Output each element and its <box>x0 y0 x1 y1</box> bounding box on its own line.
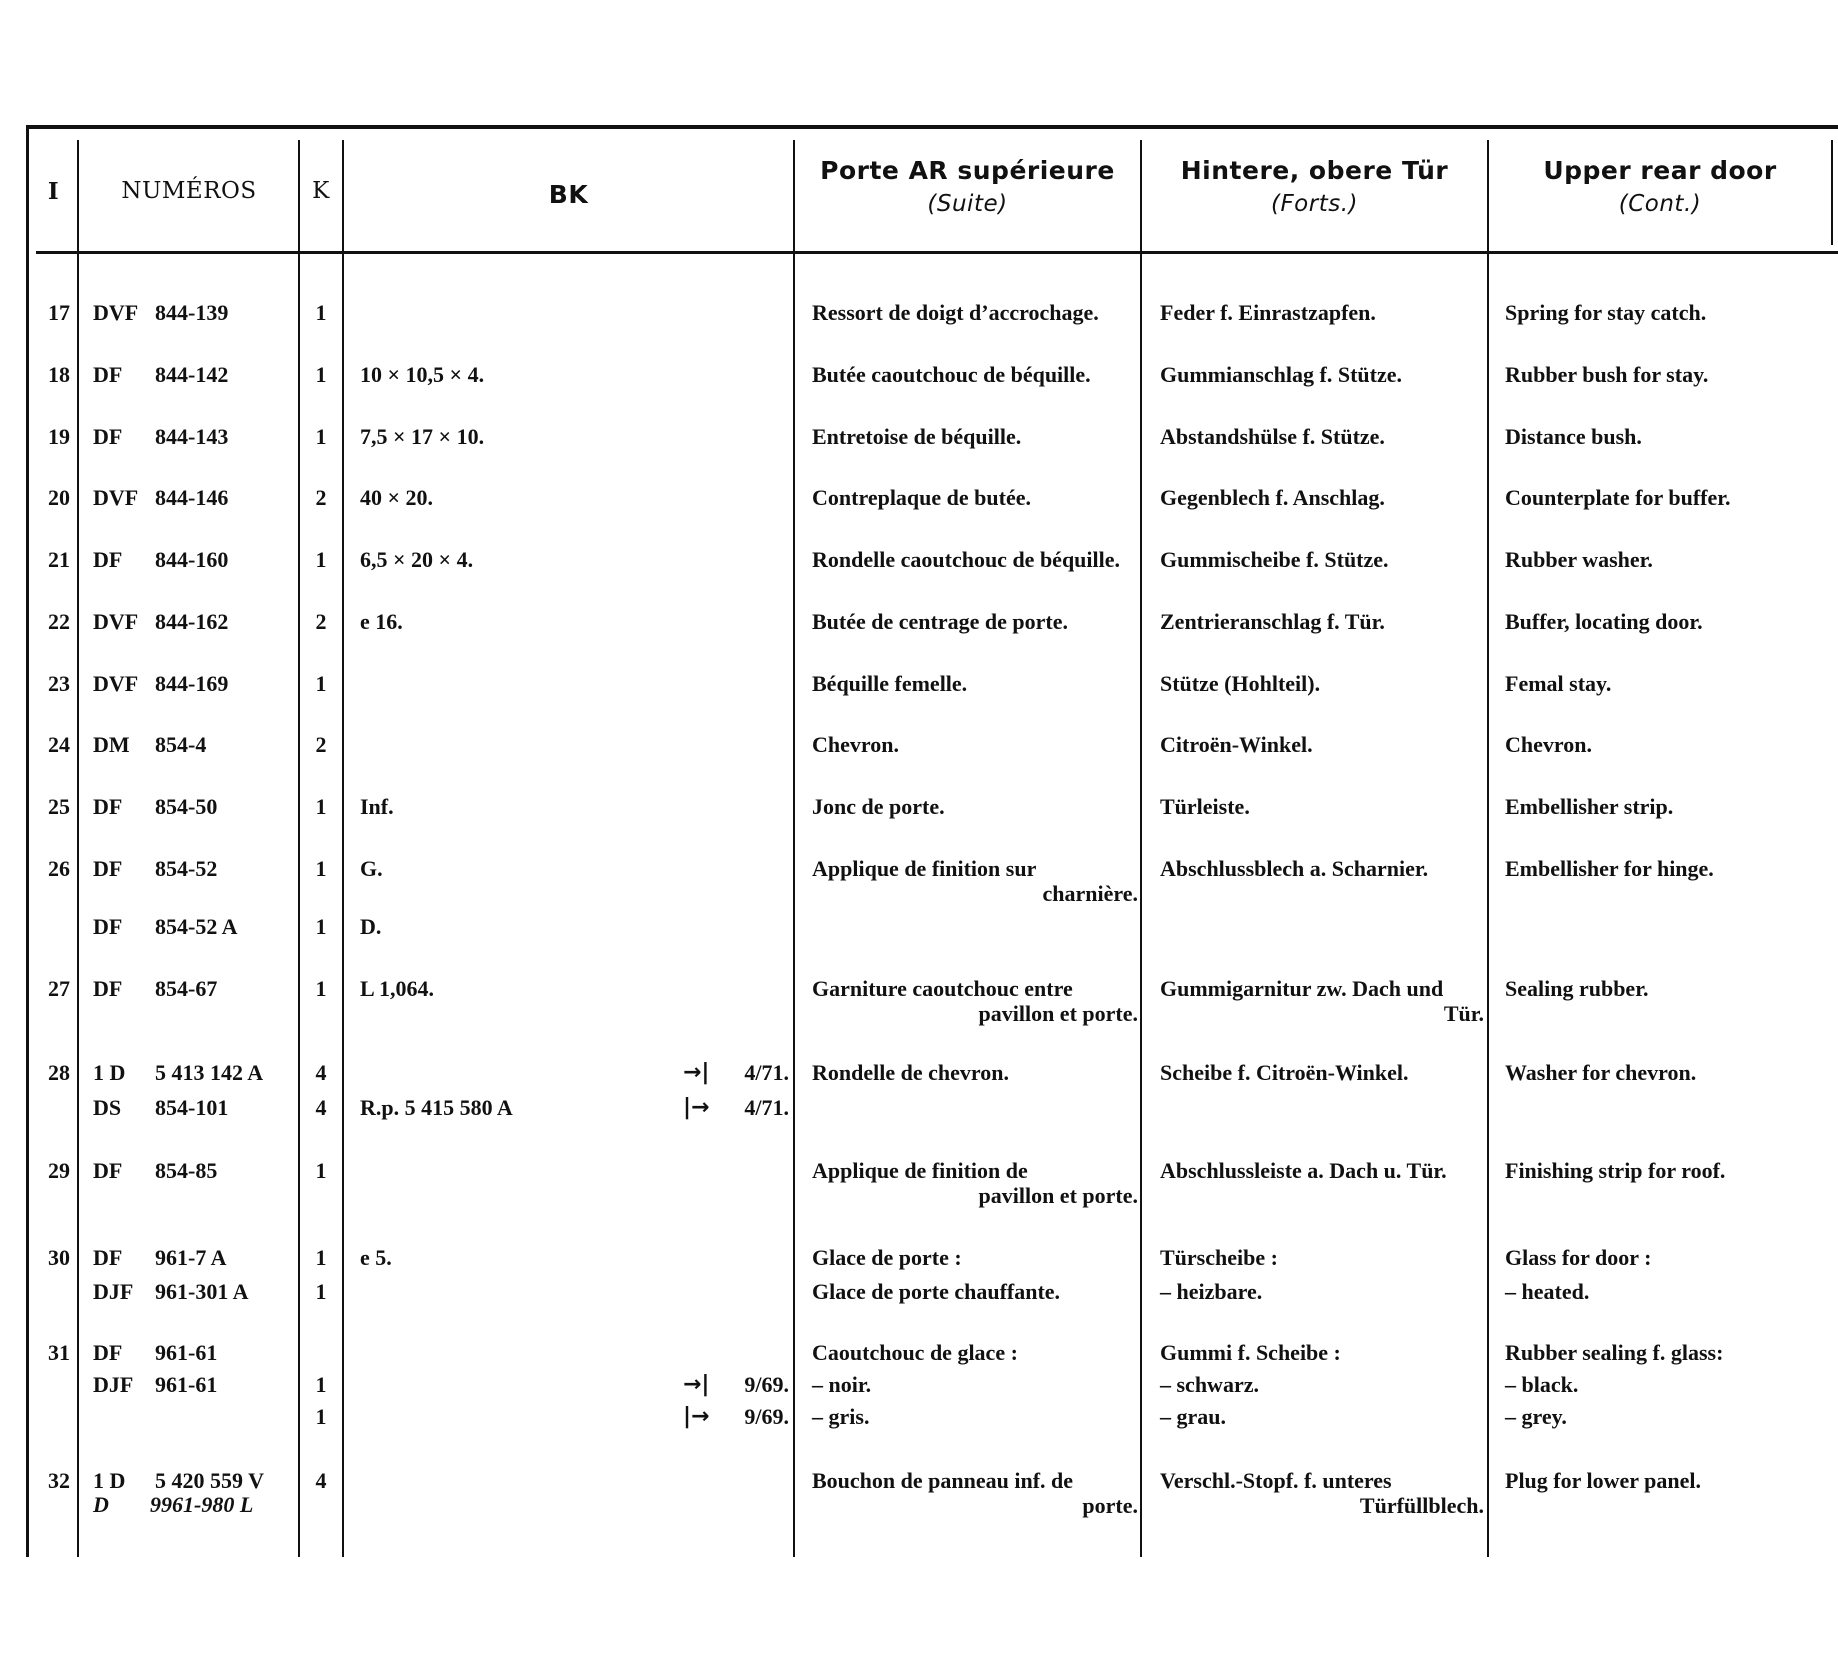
item-number: 27 <box>48 976 70 1001</box>
quantity: 1 <box>315 424 327 449</box>
description-fr: Rondelle de chevron. <box>812 1060 1009 1085</box>
description-fr-cont: pavillon et porte. <box>978 1183 1138 1208</box>
bk-remark: 7,5 × 17 × 10. <box>360 424 485 449</box>
item-number: 29 <box>48 1158 70 1183</box>
part-prefix: DF <box>93 424 123 449</box>
description-de: Abstandshülse f. Stütze. <box>1160 424 1385 449</box>
description-de: – schwarz. <box>1160 1372 1259 1397</box>
item-number: 17 <box>48 300 70 325</box>
description-en: Buffer, locating door. <box>1505 609 1703 634</box>
quantity: 1 <box>315 1279 327 1304</box>
part-prefix: DF <box>93 914 123 939</box>
description-de: Gegenblech f. Anschlag. <box>1160 485 1385 510</box>
col-sep-k <box>342 140 344 1557</box>
quantity: 1 <box>315 671 327 696</box>
part-number: 961-7 A <box>155 1245 227 1270</box>
bk-remark: Inf. <box>360 794 394 819</box>
part-number: 844-143 <box>155 424 229 449</box>
description-en: Rubber sealing f. glass: <box>1505 1340 1724 1365</box>
description-de: Abschlussblech a. Scharnier. <box>1160 856 1429 881</box>
description-de-cont: Tür. <box>1443 1001 1484 1026</box>
part-prefix: DS <box>93 1095 122 1120</box>
description-de: Gummischeibe f. Stütze. <box>1160 547 1389 572</box>
description-fr: – noir. <box>812 1372 872 1397</box>
description-fr-cont: charnière. <box>1042 881 1138 906</box>
validity-date: 9/69. <box>744 1372 789 1397</box>
description-fr: Bouchon de panneau inf. de <box>812 1468 1074 1493</box>
bk-remark: R.p. 5 415 580 A <box>360 1095 513 1120</box>
validity-date: 4/71. <box>744 1060 789 1085</box>
validity-date: 9/69. <box>744 1404 789 1429</box>
header-numeros: NUMÉROS <box>121 178 257 204</box>
col-sep-numeros <box>298 140 300 1557</box>
item-number: 31 <box>48 1340 70 1365</box>
description-fr: Applique de finition sur <box>812 856 1037 881</box>
description-fr: – gris. <box>812 1404 870 1429</box>
description-fr: Jonc de porte. <box>812 794 945 819</box>
description-de: Gummianschlag f. Stütze. <box>1160 362 1402 387</box>
part-number: 5 413 142 A <box>155 1060 264 1085</box>
quantity: 1 <box>315 362 327 387</box>
description-en: Embellisher strip. <box>1505 794 1674 819</box>
item-number: 26 <box>48 856 70 881</box>
description-de: Abschlussleiste a. Dach u. Tür. <box>1160 1158 1447 1183</box>
col-sep-i <box>77 140 79 1557</box>
header-i: I <box>47 178 60 205</box>
quantity: 1 <box>315 914 327 939</box>
description-en: Spring for stay catch. <box>1505 300 1707 325</box>
description-en: Distance bush. <box>1505 424 1642 449</box>
from-arrow-icon: |→ <box>683 1404 710 1429</box>
description-en: Counterplate for buffer. <box>1505 485 1731 510</box>
part-number: 854-67 <box>155 976 218 1001</box>
quantity: 4 <box>315 1468 327 1493</box>
part-number: 844-169 <box>155 671 229 696</box>
until-arrow-icon: →| <box>683 1372 710 1397</box>
part-number: 844-160 <box>155 547 229 572</box>
bk-remark: 40 × 20. <box>360 485 434 510</box>
item-number: 23 <box>48 671 70 696</box>
part-prefix: 1 D <box>93 1468 126 1493</box>
validity-date: 4/71. <box>744 1095 789 1120</box>
description-en: – black. <box>1505 1372 1579 1397</box>
col-sep-bk <box>793 140 795 1557</box>
bk-remark: D. <box>360 914 382 939</box>
description-fr: Garniture caoutchouc entre <box>812 976 1073 1001</box>
part-prefix: 1 D <box>93 1060 126 1085</box>
quantity: 1 <box>315 856 327 881</box>
description-de: Stütze (Hohlteil). <box>1160 671 1321 696</box>
item-number: 32 <box>48 1468 70 1493</box>
description-fr: Entretoise de béquille. <box>812 424 1022 449</box>
part-prefix: DF <box>93 976 123 1001</box>
part-number: 5 420 559 V <box>155 1468 264 1493</box>
quantity: 1 <box>315 976 327 1001</box>
item-number: 22 <box>48 609 70 634</box>
quantity: 2 <box>315 485 327 510</box>
part-number: 854-50 <box>155 794 218 819</box>
header-de-sub: (Forts.) <box>1270 191 1358 217</box>
bk-remark: L 1,064. <box>360 976 434 1001</box>
description-fr-cont: pavillon et porte. <box>978 1001 1138 1026</box>
header-bk: BK <box>548 180 589 209</box>
description-de: Zentrieranschlag f. Tür. <box>1160 609 1385 634</box>
part-prefix: DF <box>93 1158 123 1183</box>
part-number: 854-52 <box>155 856 218 881</box>
part-number: 844-142 <box>155 362 229 387</box>
description-fr: Butée de centrage de porte. <box>812 609 1068 634</box>
header-de-title: Hintere, obere Tür <box>1180 156 1449 185</box>
bk-remark: 6,5 × 20 × 4. <box>360 547 474 572</box>
part-number: 961-61 <box>155 1372 218 1397</box>
header-fr-title: Porte AR supérieure <box>820 156 1115 185</box>
bk-remark: e 5. <box>360 1245 392 1270</box>
part-prefix: DF <box>93 856 123 881</box>
item-number: 24 <box>48 732 70 757</box>
part-number: 844-146 <box>155 485 229 510</box>
quantity: 4 <box>315 1060 327 1085</box>
item-number: 19 <box>48 424 70 449</box>
description-de: Verschl.-Stopf. f. unteres <box>1160 1468 1392 1493</box>
quantity: 4 <box>315 1095 327 1120</box>
until-arrow-icon: →| <box>683 1060 710 1085</box>
description-en: – heated. <box>1505 1279 1590 1304</box>
description-en: Rubber washer. <box>1505 547 1653 572</box>
header-rule <box>36 251 1838 254</box>
top-rule <box>26 125 1838 129</box>
description-de: Citroën-Winkel. <box>1160 732 1313 757</box>
part-prefix: D <box>93 1492 109 1517</box>
part-number: 844-139 <box>155 300 229 325</box>
item-number: 18 <box>48 362 70 387</box>
quantity: 2 <box>315 732 327 757</box>
description-en: Femal stay. <box>1505 671 1612 696</box>
quantity: 1 <box>315 1158 327 1183</box>
description-fr: Ressort de doigt d’accrochage. <box>812 300 1099 325</box>
header-en-sub: (Cont.) <box>1618 191 1702 217</box>
part-number: 854-52 A <box>155 914 238 939</box>
description-de: Scheibe f. Citroën-Winkel. <box>1160 1060 1409 1085</box>
description-de: – heizbare. <box>1160 1279 1263 1304</box>
part-prefix: DVF <box>93 671 139 696</box>
quantity: 1 <box>315 794 327 819</box>
header-de <box>1142 156 1487 217</box>
bk-remark: 10 × 10,5 × 4. <box>360 362 485 387</box>
from-arrow-icon: |→ <box>683 1095 710 1120</box>
description-fr: Butée caoutchouc de béquille. <box>812 362 1091 387</box>
description-fr: Caoutchouc de glace : <box>812 1340 1018 1365</box>
part-number: 9961-980 L <box>150 1492 254 1517</box>
description-fr: Contreplaque de butée. <box>812 485 1031 510</box>
part-prefix: DVF <box>93 485 139 510</box>
header-k: K <box>312 178 330 204</box>
quantity: 1 <box>315 300 327 325</box>
description-en: Sealing rubber. <box>1505 976 1649 1001</box>
part-number: 844-162 <box>155 609 229 634</box>
quantity: 1 <box>315 1404 327 1429</box>
part-prefix: DF <box>93 794 123 819</box>
description-fr: Applique de finition de <box>812 1158 1028 1183</box>
description-fr: Glace de porte chauffante. <box>812 1279 1061 1304</box>
quantity: 1 <box>315 1372 327 1397</box>
part-prefix: DF <box>93 1340 123 1365</box>
part-number: 961-301 A <box>155 1279 249 1304</box>
part-prefix: DF <box>93 547 123 572</box>
description-fr: Rondelle caoutchouc de béquille. <box>812 547 1121 572</box>
description-en: Embellisher for hinge. <box>1505 856 1714 881</box>
bk-remark: e 16. <box>360 609 403 634</box>
part-number: 854-4 <box>155 732 207 757</box>
quantity: 2 <box>315 609 327 634</box>
item-number: 28 <box>48 1060 70 1085</box>
header-fr-sub: (Suite) <box>927 191 1008 217</box>
left-border <box>26 127 29 1557</box>
part-prefix: DF <box>93 362 123 387</box>
item-number: 30 <box>48 1245 70 1270</box>
description-fr-cont: porte. <box>1082 1493 1138 1518</box>
description-de: Gummigarnitur zw. Dach und <box>1160 976 1444 1001</box>
part-number: 961-61 <box>155 1340 218 1365</box>
part-prefix: DM <box>93 732 130 757</box>
part-prefix: DJF <box>93 1372 134 1397</box>
part-prefix: DVF <box>93 609 139 634</box>
quantity: 1 <box>315 547 327 572</box>
description-en: Washer for chevron. <box>1505 1060 1697 1085</box>
header-fr <box>795 156 1140 217</box>
quantity: 1 <box>315 1245 327 1270</box>
description-fr: Chevron. <box>812 732 899 757</box>
description-de: Türscheibe : <box>1160 1245 1278 1270</box>
part-prefix: DF <box>93 1245 123 1270</box>
item-number: 20 <box>48 485 70 510</box>
item-number: 25 <box>48 794 70 819</box>
col-sep-en <box>1831 140 1833 245</box>
part-prefix: DJF <box>93 1279 134 1304</box>
bk-remark: G. <box>360 856 383 881</box>
item-number: 21 <box>48 547 70 572</box>
description-de: Feder f. Einrastzapfen. <box>1160 300 1376 325</box>
header-en-title: Upper rear door <box>1543 156 1777 185</box>
part-number: 854-101 <box>155 1095 229 1120</box>
description-en: Glass for door : <box>1505 1245 1652 1270</box>
description-en: – grey. <box>1505 1404 1567 1429</box>
description-fr: Glace de porte : <box>812 1245 962 1270</box>
description-de: Gummi f. Scheibe : <box>1160 1340 1341 1365</box>
col-sep-fr <box>1140 140 1142 1557</box>
description-fr: Béquille femelle. <box>812 671 968 696</box>
description-en: Finishing strip for roof. <box>1505 1158 1726 1183</box>
col-sep-de <box>1487 140 1489 1557</box>
header-en <box>1489 156 1831 217</box>
description-de-cont: Türfüllblech. <box>1359 1493 1484 1518</box>
description-de: Türleiste. <box>1160 794 1250 819</box>
part-prefix: DVF <box>93 300 139 325</box>
description-en: Chevron. <box>1505 732 1592 757</box>
description-en: Plug for lower panel. <box>1505 1468 1701 1493</box>
description-en: Rubber bush for stay. <box>1505 362 1709 387</box>
part-number: 854-85 <box>155 1158 218 1183</box>
description-de: – grau. <box>1160 1404 1226 1429</box>
